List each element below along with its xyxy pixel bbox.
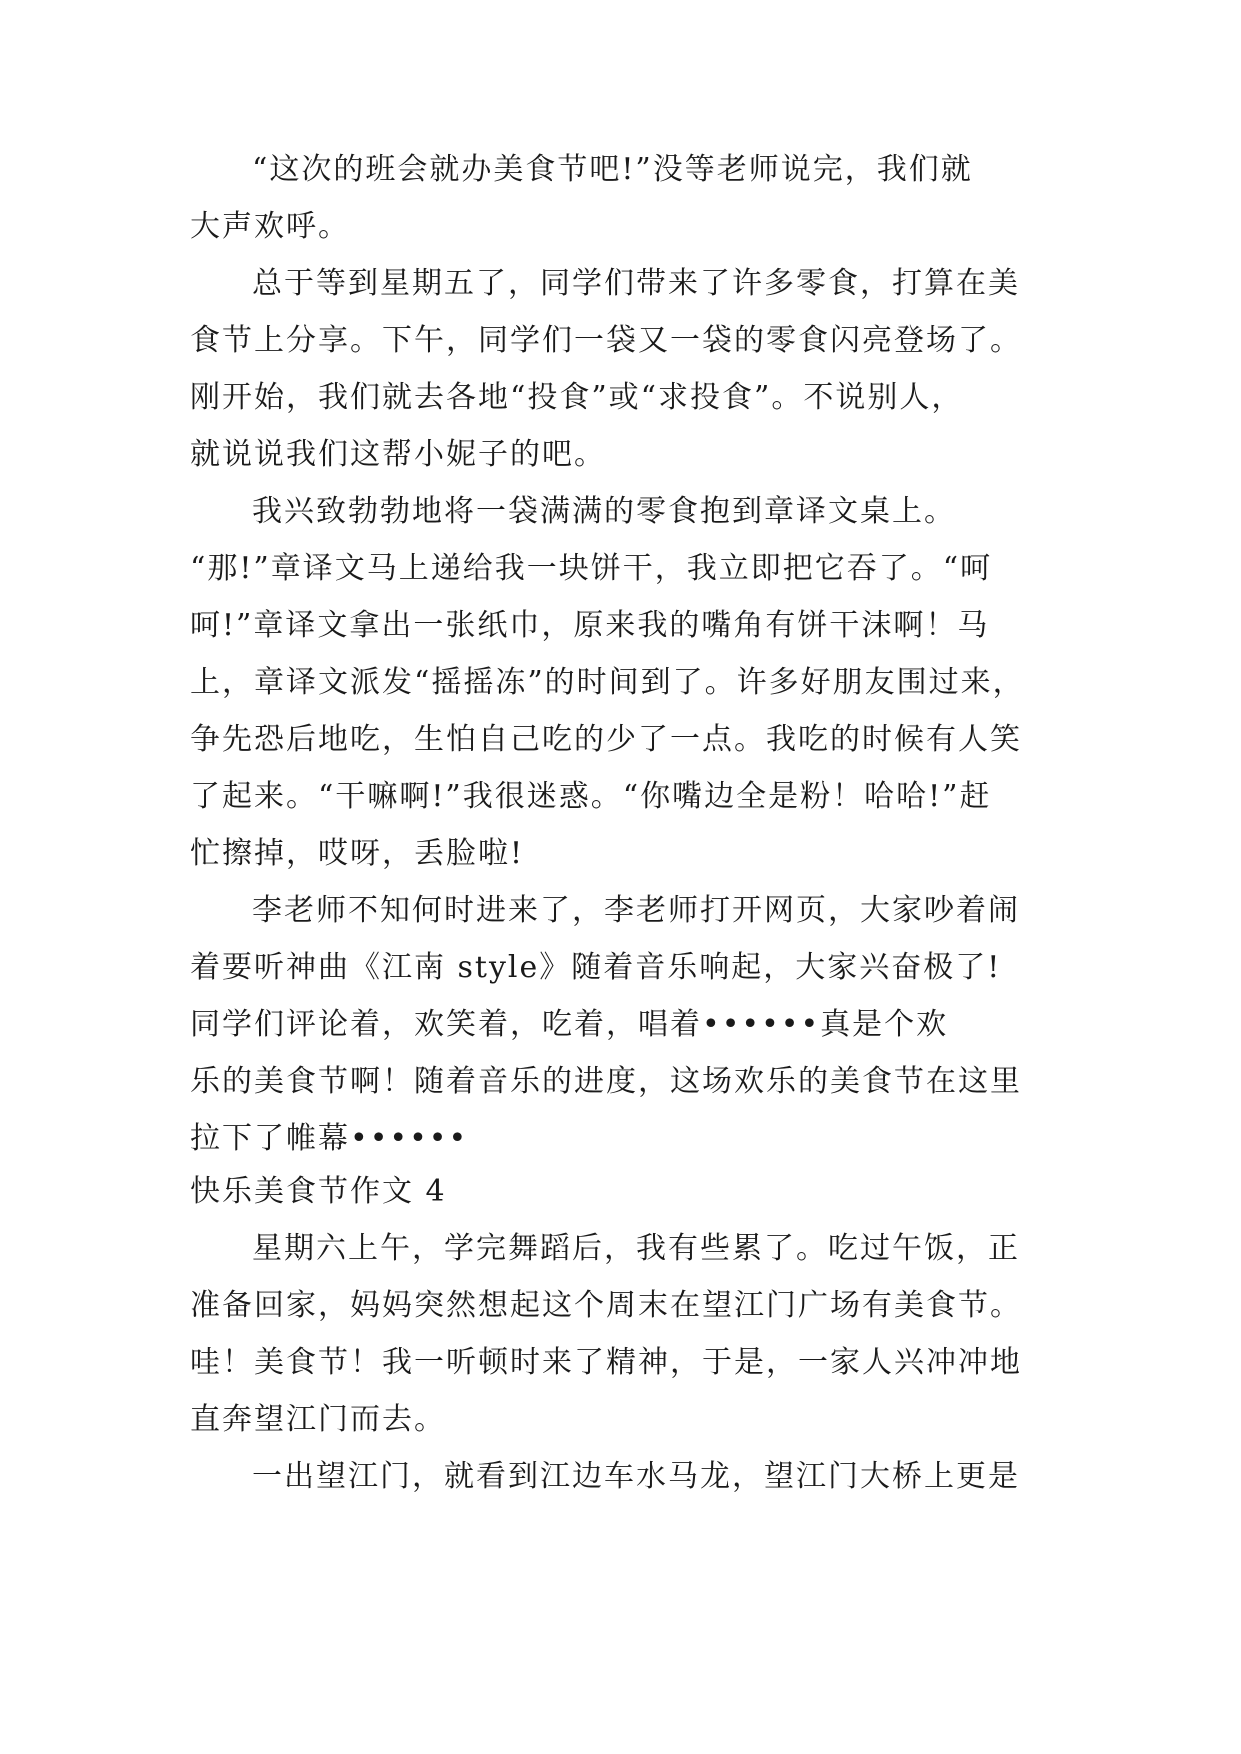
text-line: 一出望江门，就看到江边车水马龙，望江门大桥上更是 xyxy=(252,1459,1020,1494)
text-line: 直奔望江门而去。 xyxy=(190,1402,446,1437)
text-line: 哇！美食节！我一听顿时来了精神，于是，一家人兴冲冲地 xyxy=(190,1345,1022,1380)
section-heading: 快乐美食节作文 4 xyxy=(190,1174,447,1209)
text-line: 食节上分享。下午，同学们一袋又一袋的零食闪亮登场了。 xyxy=(190,323,1022,358)
text-line: 星期六上午，学完舞蹈后，我有些累了。吃过午饭，正 xyxy=(252,1231,1020,1266)
text-line: 拉下了帷幕•••••• xyxy=(190,1121,469,1156)
text-line: 上，章译文派发“摇摇冻”的时间到了。许多好朋友围过来， xyxy=(190,665,1025,700)
text-line: 了起来。“干嘛啊!”我很迷惑。“你嘴边全是粉！哈哈!”赶 xyxy=(190,779,992,814)
text-line: 总于等到星期五了，同学们带来了许多零食，打算在美 xyxy=(252,266,1020,301)
text-line: 忙擦掉，哎呀，丢脸啦! xyxy=(190,836,525,871)
text-line: 刚开始，我们就去各地“投食”或“求投食”。不说别人， xyxy=(190,380,964,415)
text-line: 我兴致勃勃地将一袋满满的零食抱到章译文桌上。 xyxy=(252,494,956,529)
text-line: 争先恐后地吃，生怕自己吃的少了一点。我吃的时候有人笑 xyxy=(190,722,1022,757)
text-line: 大声欢呼。 xyxy=(190,209,350,244)
text-line: 就说说我们这帮小妮子的吧。 xyxy=(190,437,606,472)
text-line: 李老师不知何时进来了，李老师打开网页，大家吵着闹 xyxy=(252,893,1020,928)
text-line: 呵!”章译文拿出一张纸巾，原来我的嘴角有饼干沫啊！马 xyxy=(190,608,990,643)
text-line: 着要听神曲《江南 style》随着音乐响起，大家兴奋极了! xyxy=(190,950,1002,985)
text-line: 准备回家，妈妈突然想起这个周末在望江门广场有美食节。 xyxy=(190,1288,1022,1323)
text-line: 乐的美食节啊！随着音乐的进度，这场欢乐的美食节在这里 xyxy=(190,1064,1022,1099)
text-line: “那!”章译文马上递给我一块饼干，我立即把它吞了。“呵 xyxy=(190,551,993,586)
text-line: 同学们评论着，欢笑着，吃着，唱着••••••真是个欢 xyxy=(190,1007,949,1042)
text-line: “这次的班会就办美食节吧!”没等老师说完，我们就 xyxy=(252,152,973,187)
